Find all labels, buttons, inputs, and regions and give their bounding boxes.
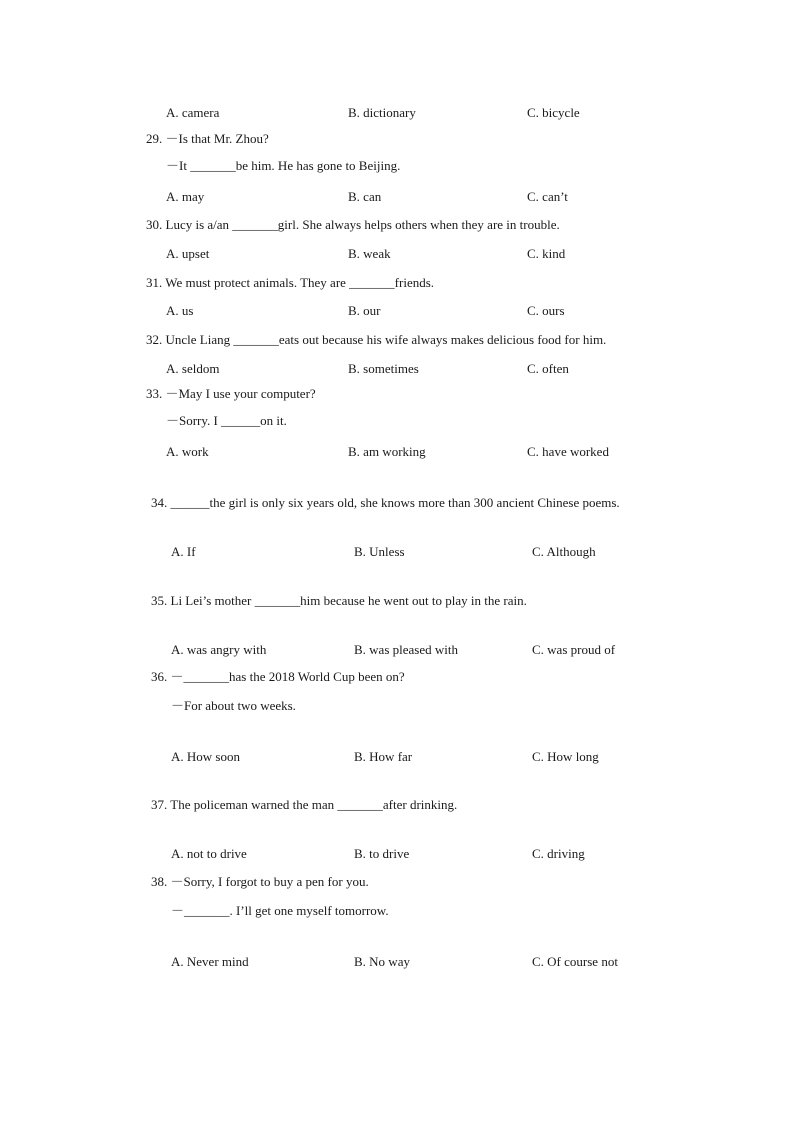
q34-option-b: B. Unless bbox=[354, 544, 405, 559]
q29-option-c: C. can’t bbox=[527, 189, 568, 204]
q35-option-c: C. was proud of bbox=[532, 642, 616, 657]
q33-option-c: C. have worked bbox=[527, 444, 609, 459]
q37-option-b: B. to drive bbox=[354, 846, 410, 861]
q29-option-a: A. may bbox=[166, 189, 205, 204]
q30-option-c: C. kind bbox=[527, 246, 566, 261]
q33-option-a: A. work bbox=[166, 444, 209, 459]
q34-option-c: C. Although bbox=[532, 544, 596, 559]
q38-stem: 38. －Sorry, I forgot to buy a pen for you. bbox=[151, 874, 369, 889]
q31-option-b: B. our bbox=[348, 303, 381, 318]
q29-stem: 29. －Is that Mr. Zhou? bbox=[146, 131, 269, 146]
q29-reply: －It _______be him. He has gone to Beijing. bbox=[166, 158, 401, 173]
q31-option-c: C. ours bbox=[527, 303, 565, 318]
q28-option-b: B. dictionary bbox=[348, 105, 416, 120]
q35-option-a: A. was angry with bbox=[171, 642, 267, 657]
q28-option-a: A. camera bbox=[166, 105, 220, 120]
q28-option-c: C. bicycle bbox=[527, 105, 580, 120]
q33-stem: 33. －May I use your computer? bbox=[146, 386, 316, 401]
q36-option-a: A. How soon bbox=[171, 749, 240, 764]
q34-option-a: A. If bbox=[171, 544, 196, 559]
q36-stem: 36. －_______has the 2018 World Cup been on? bbox=[151, 669, 405, 684]
q32-option-a: A. seldom bbox=[166, 361, 220, 376]
q38-option-c: C. Of course not bbox=[532, 954, 618, 969]
q34-stem: 34. ______the girl is only six years old, she knows more than 300 ancient Chinese poems. bbox=[151, 495, 620, 510]
q31-stem: 31. We must protect animals. They are _______friends. bbox=[146, 275, 435, 290]
q35-stem: 35. Li Lei’s mother _______him because he went out to play in the rain. bbox=[151, 593, 527, 608]
q37-stem: 37. The policeman warned the man _______after drinking. bbox=[151, 797, 458, 812]
q36-option-c: C. How long bbox=[532, 749, 599, 764]
q38-option-a: A. Never mind bbox=[171, 954, 249, 969]
q36-reply: －For about two weeks. bbox=[171, 698, 296, 713]
q37-option-c: C. driving bbox=[532, 846, 585, 861]
q32-option-c: C. often bbox=[527, 361, 569, 376]
q32-stem: 32. Uncle Liang _______eats out because his wife always makes delicious food for him. bbox=[146, 332, 607, 347]
q29-option-b: B. can bbox=[348, 189, 382, 204]
q30-option-a: A. upset bbox=[166, 246, 210, 261]
q37-option-a: A. not to drive bbox=[171, 846, 247, 861]
q31-option-a: A. us bbox=[166, 303, 194, 318]
q35-option-b: B. was pleased with bbox=[354, 642, 458, 657]
q30-option-b: B. weak bbox=[348, 246, 391, 261]
q38-option-b: B. No way bbox=[354, 954, 410, 969]
q30-stem: 30. Lucy is a/an _______girl. She always helps others when they are in trouble. bbox=[146, 217, 560, 232]
q33-reply: －Sorry. I ______on it. bbox=[166, 413, 287, 428]
q33-option-b: B. am working bbox=[348, 444, 426, 459]
q32-option-b: B. sometimes bbox=[348, 361, 419, 376]
q38-reply: －_______. I’ll get one myself tomorrow. bbox=[171, 903, 389, 918]
q36-option-b: B. How far bbox=[354, 749, 413, 764]
